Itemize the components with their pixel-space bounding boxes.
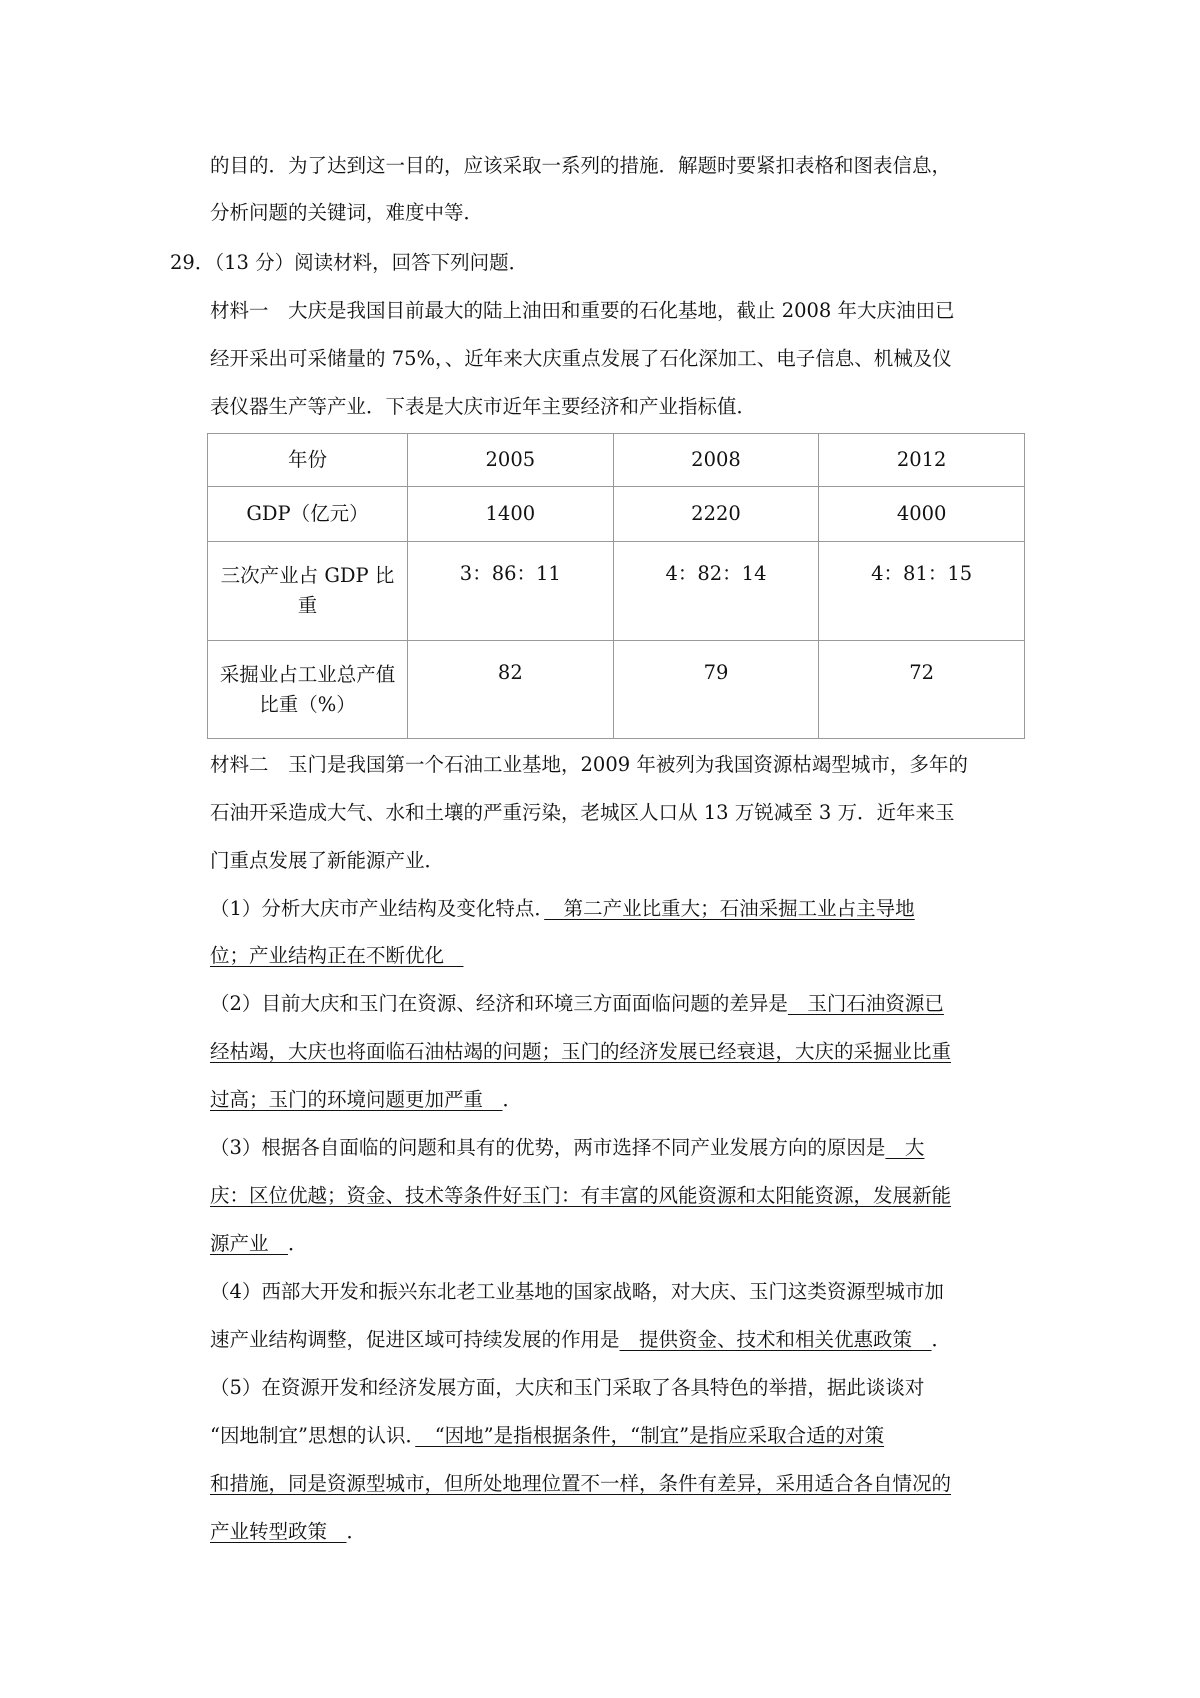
table-cell: 4：81：15: [819, 542, 1025, 641]
question-text: ．: [502, 1088, 523, 1111]
answer-text: 产业转型政策: [210, 1520, 347, 1543]
answer-line: [210, 1085, 1030, 1115]
text-line: 表仪器生产等产业．下表是大庆市近年主要经济和产业指标值．: [210, 395, 757, 418]
table-row: [208, 641, 1025, 739]
answer-line: [210, 1037, 1030, 1067]
answer-line: [210, 941, 1030, 971]
answer-text: 源产业: [210, 1232, 289, 1255]
answer-text: 提供资金、技术和相关优惠政策: [619, 1328, 932, 1351]
text-line: 材料一 大庆是我国目前最大的陆上油田和重要的石化基地，截止 2008 年大庆油田已: [210, 299, 955, 322]
indicator-table: [207, 433, 1025, 739]
question-text: （2）目前大庆和玉门在资源、经济和环境三方面面临问题的差异是: [210, 992, 788, 1015]
answer-text: 庆：区位优越；资金、技术等条件好玉门：有丰富的风能资源和太阳能资源，发展新能: [210, 1184, 952, 1207]
answer-text: 和措施，同是资源型城市，但所处地理位置不一样，条件有差异，采用适合各自情况的: [210, 1472, 952, 1495]
answer-text: 过高；玉门的环境问题更加严重: [210, 1088, 503, 1111]
question-2: [210, 989, 1030, 1019]
table-header-cell: 2012: [819, 434, 1025, 487]
text-line: 的目的．为了达到这一目的，应该采取一系列的措施．解题时要紧扣表格和图表信息，: [210, 154, 952, 177]
question-text: ．: [288, 1232, 308, 1255]
question-4-line-2: [210, 1325, 1030, 1355]
answer-text: 经枯竭，大庆也将面临石油枯竭的问题；玉门的经济发展已经衰退，大庆的采掘业比重: [210, 1040, 952, 1063]
question-text: 速产业结构调整，促进区域可持续发展的作用是: [210, 1328, 620, 1351]
question-3: [210, 1133, 1030, 1163]
table-header-cell: 年份: [208, 434, 408, 487]
table-row-label: 三次产业占 GDP 比重: [208, 542, 408, 641]
question-4: （4）西部大开发和振兴东北老工业基地的国家战略，对大庆、玉门这类资源型城市加: [210, 1280, 944, 1303]
table-cell: 72: [819, 641, 1025, 739]
question-text: （1）分析大庆市产业结构及变化特点．: [210, 897, 545, 920]
question-text: ．: [346, 1520, 367, 1543]
answer-line: [210, 1469, 1030, 1499]
question-5: （5）在资源开发和经济发展方面，大庆和玉门采取了各具特色的举措，据此谈谈对: [210, 1376, 925, 1399]
table-cell: 1400: [408, 487, 614, 542]
table-cell: 4000: [819, 487, 1025, 542]
answer-text: “因地”是指根据条件，“制宜”是指应采取合适的对策: [415, 1424, 885, 1447]
table-header-cell: 2005: [408, 434, 614, 487]
table-header-cell: 2008: [613, 434, 819, 487]
answer-line: [210, 1517, 1030, 1547]
table-cell: 2220: [613, 487, 819, 542]
table-cell: 3：86：11: [408, 542, 614, 641]
answer-line: [210, 1181, 1030, 1211]
answer-text: 大: [885, 1136, 925, 1159]
text-line: 材料二 玉门是我国第一个石油工业基地，2009 年被列为我国资源枯竭型城市，多年的: [210, 753, 968, 776]
table-row-label: 采掘业占工业总产值比重（%）: [208, 641, 408, 739]
question-5-line-2: [210, 1421, 1030, 1451]
text-line: 石油开采造成大气、水和土壤的严重污染，老城区人口从 13 万锐减至 3 万．近年来玉: [210, 801, 955, 824]
answer-text: 第二产业比重大；石油采掘工业占主导地: [544, 897, 915, 920]
table-row: [208, 542, 1025, 641]
answer-text: 位；产业结构正在不断优化: [210, 944, 464, 967]
question-1: [210, 894, 1030, 924]
answer-text: 玉门石油资源已: [787, 992, 944, 1015]
text-line: 经开采出可采储量的 75%，、近年来大庆重点发展了石化深加工、电子信息、机械及仪: [210, 347, 952, 370]
question-text: “因地制宜”思想的认识．: [210, 1424, 416, 1447]
table-cell: 79: [613, 641, 819, 739]
answer-line: [210, 1229, 1030, 1259]
table-cell: 4：82：14: [613, 542, 819, 641]
text-line: 门重点发展了新能源产业．: [210, 849, 445, 872]
question-heading: 29．（13 分）阅读材料，回答下列问题．: [170, 251, 529, 274]
table-row-label: GDP（亿元）: [208, 487, 408, 542]
table-header-row: [208, 434, 1025, 487]
table-row: [208, 487, 1025, 542]
question-text: ．: [931, 1328, 952, 1351]
table-cell: 82: [408, 641, 614, 739]
question-text: （3）根据各自面临的问题和具有的优势，两市选择不同产业发展方向的原因是: [210, 1136, 886, 1159]
text-line: 分析问题的关键词，难度中等．: [210, 201, 484, 224]
